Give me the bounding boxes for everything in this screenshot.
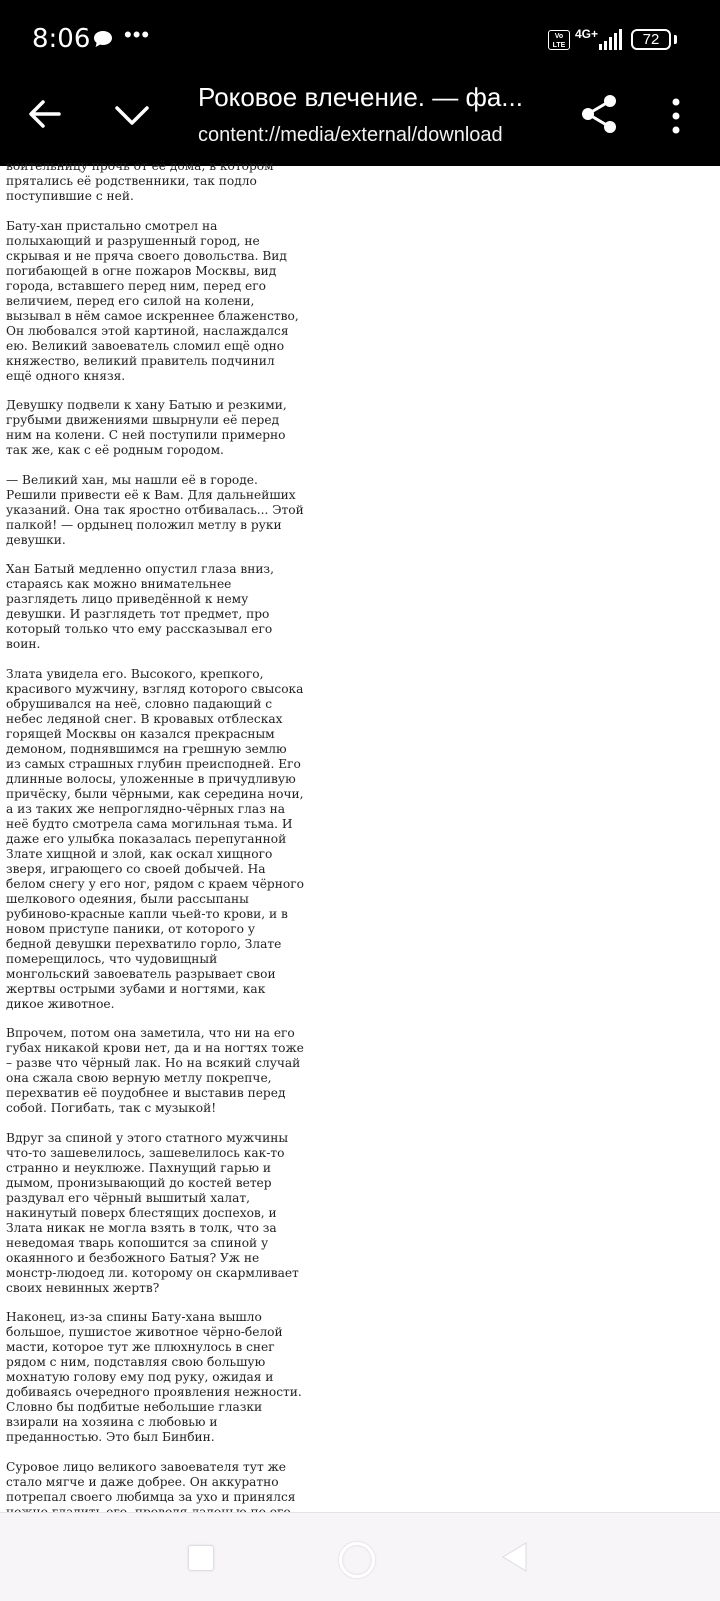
app-bar: [0, 80, 720, 166]
document-viewer[interactable]: [6, 159, 304, 1511]
status-bar: [0, 0, 720, 80]
battery-icon: 72: [631, 29, 671, 50]
paragraph: Вдруг за спиной у этого статного мужчины что-то зашевелилось, зашевелилось как-то странно и неуклюже. Пахнущий гарью и дымом, пронизывающий до костей ветер раздувал его чёрный вышитый халат, накинутый поверх блестящих доспехов, и Злата никак не могла взять в толк, что за неведомая тварь копошится за спиной у окаянного и безбожного Батыя? Уж не монстр-людоед ли. которому он скармливает своих невинных жертв?: [6, 1130, 299, 1295]
circle-home-icon[interactable]: [339, 1542, 375, 1578]
paragraph: Злата увидела его. Высокого, крепкого, красивого мужчину, взгляд которого свысока обрушивался на неё, словно падающий с небес ледяной снег. В кровавых отблесках горящей Москвы он казался прекрасным демоном, поднявшимся на грешную землю из самых страшных глубин преисподней. Его длинные волосы, уложенные в причудливую причёску, были чёрными, как середина ночи, а из таких же непроглядно-чёрных глаз на неё будто смотрела сама могильная тьма. И даже его улыбка показалась перепуганной Злате хищной и злой, как оскал хищного зверя, играющего со своей добычей. На белом снегу у его ног, рядом с краем чёрного шелкового одеяния, были рассыпаны рубиново-красные капли чьей-то крови, и в новом приступе паники, от которого у бедной девушки перехватило горло, Злате померещилось, что чудовищный монгольский завоеватель разрывает свои жертвы острыми зубами и ногтями, как дикое животное.: [6, 666, 304, 1011]
paragraph: Суровое лицо великого завоевателя тут же стало мягче и даже добрее. Он аккуратно потрепал своего любимца за ухо и принялся: [6, 1459, 296, 1504]
navigation-bar: [0, 1512, 720, 1601]
more-vertical-icon[interactable]: [668, 96, 684, 136]
chevron-down-icon[interactable]: [112, 100, 152, 130]
status-time: 8:06: [32, 24, 91, 54]
paragraph: — Великий хан, мы нашли её в городе. Решили привести её к Вам. Для дальнейших указаний. Она так яростно отбивалась... Этой палкой! — ордынец положил метлу в руки девушки.: [6, 472, 304, 547]
paragraph: Бату-хан пристально смотрел на полыхающий и разрушенный город, не скрывая и не пряча своего довольства. Вид погибающей в огне пожаров Москвы, вид города, вставшего перед ним, перед его величием, перед его силой на колени, вызывал в нём самое искреннее блаженство, Он любовался этой картиной, наслаждался ею. Великий завоеватель сломил ещё одно княжество, великий правитель подчинил ещё одного князя.: [6, 218, 299, 383]
signal-strength-icon: [598, 29, 622, 51]
paragraph: воительницу прочь от её дома, в котором прятались её родственники, так подло поступившие с ней.: [6, 159, 274, 203]
paragraph: Впрочем, потом она заметила, что ни на его губах никакой крови нет, да и на ногтях тоже – разве что чёрный лак. Но на всякий случай она сжала свою верную метлу покрепче, перехватив её поудобнее и выставив перед собой. Погибать, так с музыкой!: [6, 1026, 304, 1115]
paragraph: Девушку подвели к хану Батыю и резкими, грубыми движениями швырнули её перед ним на колени. С ней поступили примерно так же, как с её родным городом.: [6, 398, 287, 457]
share-icon[interactable]: [580, 94, 618, 134]
arrow-left-icon[interactable]: [26, 96, 62, 132]
volte-icon: Vo LTE: [548, 30, 570, 50]
document-title: Роковое влечение. — фа...: [198, 82, 523, 112]
chat-bubble-icon: [93, 30, 113, 48]
more-notifications-dots: •••: [124, 22, 151, 47]
paragraph: Наконец, из-за спины Бату-хана вышло большое, пушистое животное чёрно-белой масти, которое тут же плюхнулось в снег рядом с ним, подставляя свою большую мохнатую голову ему под руку, ожидая и добиваясь очередного проявления нежности. Словно бы подбитые небольшие глазки взирали на хозяина с любовью и преданностью. Это был Бинбин.: [6, 1310, 302, 1444]
network-type-label: 4G+: [575, 27, 599, 41]
battery-tip: [674, 35, 677, 44]
paragraph: Хан Батый медленно опустил глаза вниз, стараясь как можно внимательнее разглядеть лицо приведённой к нему девушки. И разглядеть тот предмет, про который только что ему рассказывал его воин.: [6, 562, 274, 651]
document-page: [6, 159, 304, 1534]
triangle-back-icon[interactable]: [500, 1541, 528, 1573]
square-recents-icon[interactable]: [188, 1545, 214, 1571]
document-uri: content://media/external/download: [198, 124, 503, 146]
